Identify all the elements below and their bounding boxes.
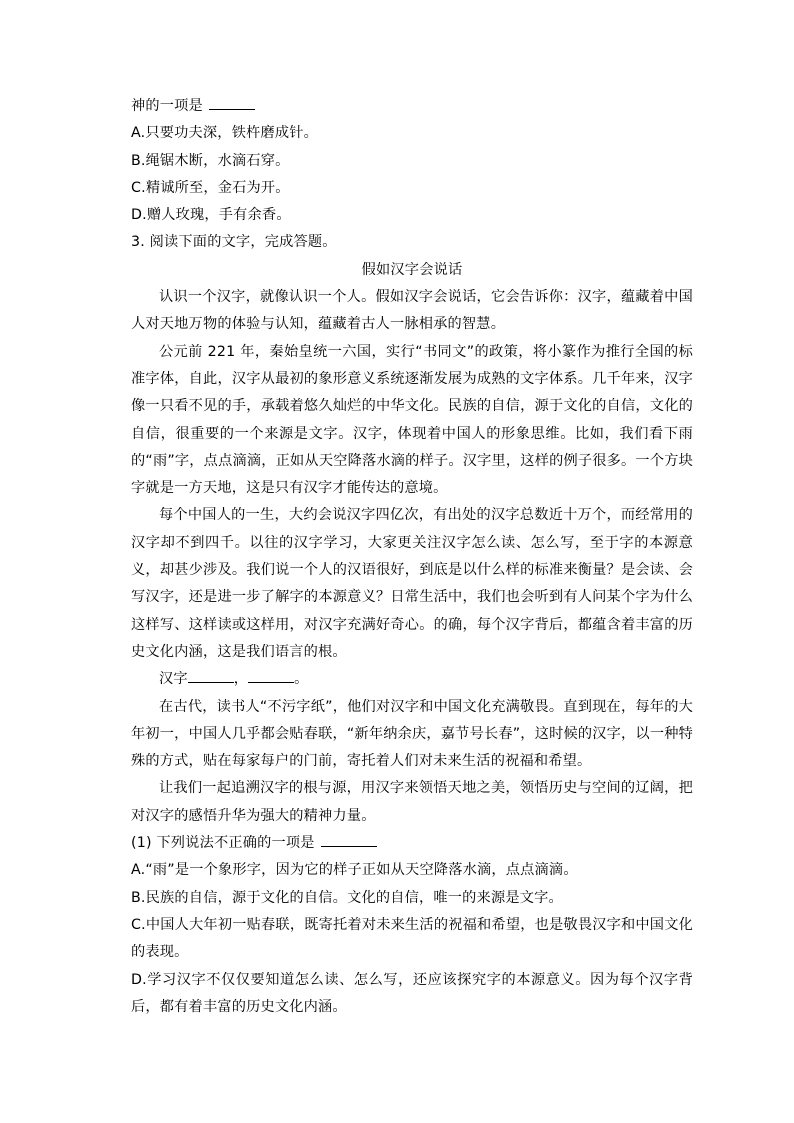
blank-line-prefix: 汉字	[159, 671, 188, 688]
fill-blank-1	[188, 666, 234, 683]
answer-blank	[209, 93, 255, 110]
passage-paragraph-3: 每个中国人的一生，大约会说汉字四亿次，有出处的汉字总数近十万个，而经常用的汉字却不到四千。以往的汉字学习，大家更关注汉字怎么读、怎么写，至于字的本源意义，却甚少涉及。我们说一个人的汉语很好，到底是以什么样的标准来衡量？是会读、会写汉字，还是进一步了解字的本源意义？日常生活中，我们也会听到有人问某个字为什么这样写、这样读或这样用，对汉字充满好奇心。的确，每个汉字背后，都蕴含着丰富的历史文化内涵，这是我们语言的根。	[131, 507, 693, 660]
blank-line-end: 。	[294, 671, 309, 688]
q2-stem-text: 神的一项是	[131, 98, 203, 114]
sub1-option-a: A.“雨”是一个象形字，因为它的样子正如从天空降落水滴，点点滴滴。	[131, 862, 578, 879]
q3-stem: 3. 阅读下面的文字，完成答题。	[131, 234, 337, 251]
passage-title: 假如汉字会说话	[361, 261, 463, 278]
sub1-option-b: B.民族的自信，源于文化的自信。文化的自信，唯一的来源是文字。	[131, 889, 563, 906]
passage-paragraph-5: 让我们一起追溯汉字的根与源，用汉字来领悟天地之美，领悟历史与空间的辽阔，把对汉字的感悟升华为强大的精神力量。	[131, 780, 693, 824]
sub1-option-d: D.学习汉字不仅仅要知道怎么读、怎么写，还应该探究字的本源意义。因为每个汉字背后，都有着丰富的历史文化内涵。	[131, 971, 693, 1015]
sub1-stem	[131, 830, 693, 857]
sub1-option-c: C.中国人大年初一贴春联，既寄托着对未来生活的祝福和希望，也是敬畏汉字和中国文化的表现。	[131, 916, 693, 961]
q2-option-a: A.只要功夫深，铁杵磨成针。	[131, 125, 319, 142]
passage-paragraph-1: 认识一个汉字，就像认识一个人。假如汉字会说话，它会告诉你：汉字，蕴藏着中国人对天地万物的体验与认知，蕴藏着古人一脉相承的智慧。	[131, 289, 693, 333]
q2-stem-tail	[131, 93, 693, 120]
fill-blank-2	[248, 666, 294, 683]
answer-blank	[321, 830, 377, 847]
q2-option-b: B.绳锯木断，水滴石穿。	[131, 152, 290, 169]
sub1-stem-text: (1) 下列说法不正确的一项是	[131, 835, 315, 852]
q2-option-c: C.精诚所至，金石为开。	[131, 179, 290, 196]
passage-paragraph-4: 在古代，读书人“不污字纸”，他们对汉字和中国文化充满敬畏。直到现在，每年的大年初一，中国人几乎都会贴春联，“新年纳余庆，嘉节号长春”，这时候的汉字，以一种特殊的方式，贴在每家每户的门前，寄托着人们对未来生活的祝福和希望。	[131, 698, 693, 770]
passage-blank-line	[131, 666, 693, 693]
blank-line-sep: ，	[233, 671, 249, 688]
question-content	[131, 93, 693, 1021]
passage-paragraph-2: 公元前 221 年，秦始皇统一六国，实行“书同文”的政策，将小篆作为推行全国的标准字体，自此，汉字从最初的象形意义系统逐渐发展为成熟的文字体系。几千年来，汉字像一只看不见的手，承载着悠久灿烂的中华文化。民族的自信，源于文化的自信，文化的自信，很重要的一个来源是文字。汉字，体现着中国人的形象思维。比如，我们看下雨的“雨”字，点点滴滴，正如从天空降落水滴的样子。汉字里，这样的例子很多。一个方块字就是一方天地，这是只有汉字才能传达的意境。	[131, 343, 693, 497]
q2-option-d: D.赠人玫瑰，手有余香。	[131, 207, 291, 224]
